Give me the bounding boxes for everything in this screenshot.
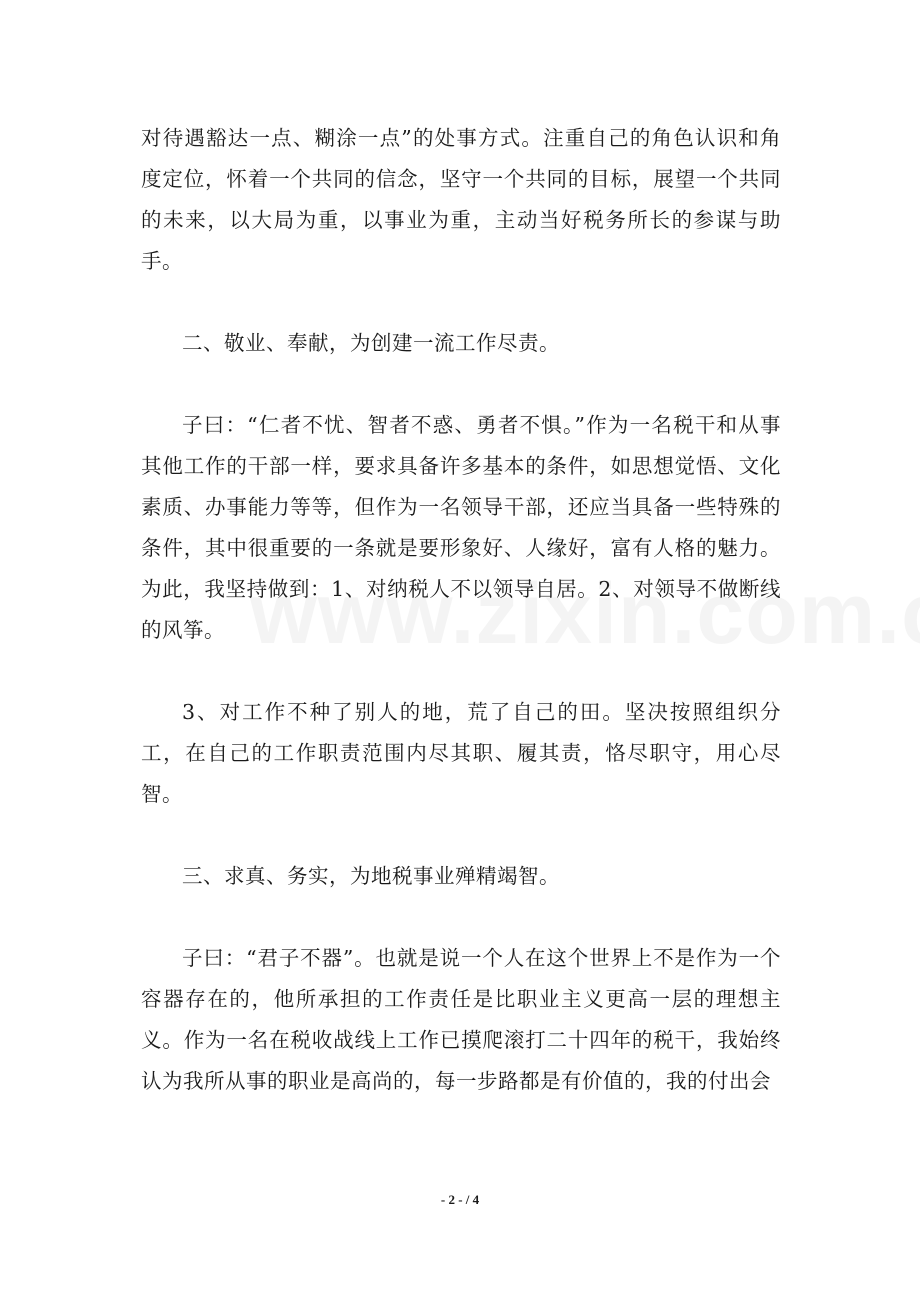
paragraph-gap bbox=[141, 282, 781, 323]
section-heading-two: 二、敬业、奉献，为创建一流工作尽责。 bbox=[182, 331, 560, 355]
page-number: - 2 - / 4 bbox=[440, 1192, 480, 1207]
section-heading-three: 三、求真、务实，为地税事业殚精竭智。 bbox=[182, 864, 560, 888]
paragraph-gap bbox=[141, 897, 781, 938]
paragraph-continuation: 对待遇豁达一点、糊涂一点”的处事方式。注重自己的角色认识和角度定位，怀着一个共同的信念，坚守一个共同的目标，展望一个共同的未来，以大局为重，以事业为重，主动当好税务所长的参谋与助手。 bbox=[141, 126, 781, 273]
document-body bbox=[141, 118, 781, 1102]
paragraph-quote-confucius-1: 子曰：“仁者不忧、智者不惑、勇者不惧。”作为一名税干和从事其他工作的干部一样，要求具备许多基本的条件，如思想觉悟、文化素质、办事能力等等，但作为一名领导干部，还应当具备一些特殊的条件，其中很重要的一条就是要形象好、人缘好，富有人格的魅力。为此，我坚持做到：1、对纳税人不以领导自居。2、对领导不做断线的风筝。 bbox=[141, 413, 781, 642]
paragraph-gap bbox=[141, 364, 781, 405]
paragraph-item-three: 3、对工作不种了别人的地，荒了自己的田。坚决按照组织分工，在自己的工作职责范围内尽其职、履其责，恪尽职守，用心尽智。 bbox=[141, 700, 781, 806]
paragraph-gap bbox=[141, 815, 781, 856]
paragraph-quote-confucius-2: 子曰：“君子不器”。也就是说一个人在这个世界上不是作为一个容器存在的，他所承担的工作责任是比职业主义更高一层的理想主义。作为一名在税收战线上工作已摸爬滚打二十四年的税干，我始终认为我所从事的职业是高尚的，每一步路都是有价值的，我的付出会 bbox=[141, 946, 781, 1093]
paragraph-gap bbox=[141, 651, 781, 692]
